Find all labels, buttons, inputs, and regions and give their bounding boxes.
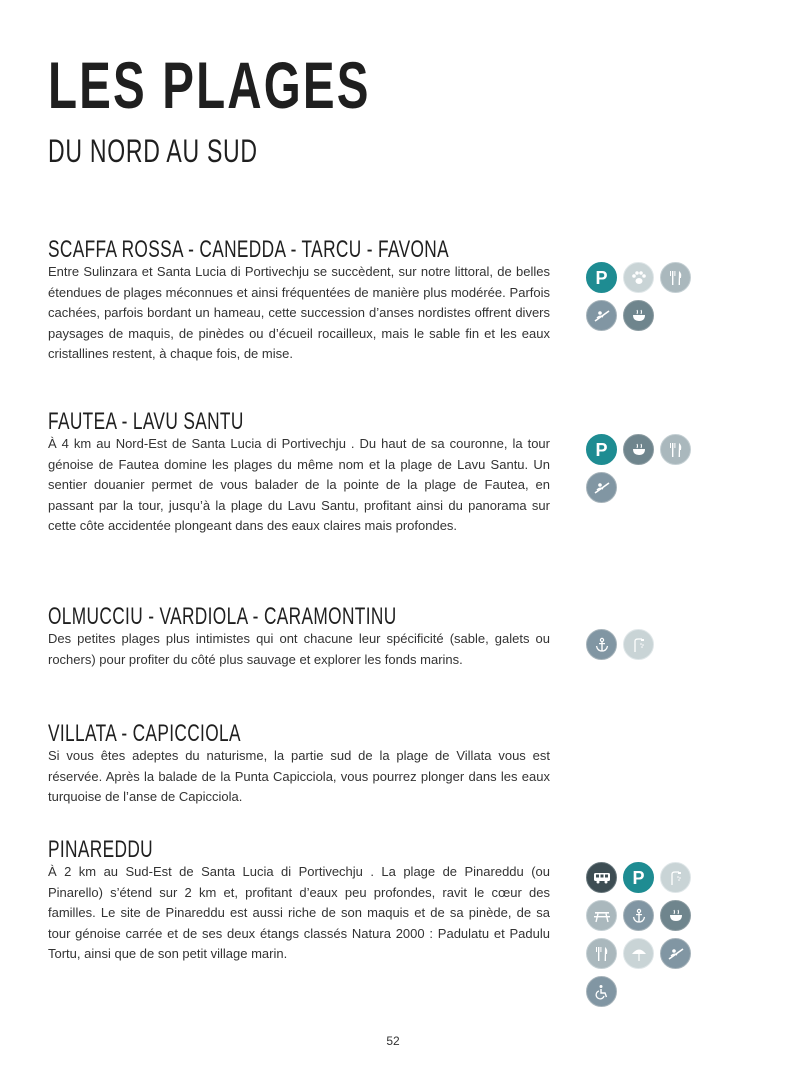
section-heading: VILLATA - CAPICCIOLA bbox=[48, 720, 241, 747]
food-bowl-icon bbox=[623, 434, 654, 465]
food-bowl-icon bbox=[660, 900, 691, 931]
beach-section-olmucciu bbox=[48, 605, 748, 670]
section-text: Si vous êtes adeptes du naturisme, la partie sud de la plage de Villata vous est réservée. Après la balade de la Punta Capicciola, vous pourrez plonger dans les eaux turquoise de l’anse de Capicciola. bbox=[48, 748, 550, 805]
amenity-icons bbox=[586, 629, 706, 660]
beach-shower-icon bbox=[623, 629, 654, 660]
section-heading: PINAREDDU bbox=[48, 836, 154, 863]
section-text: Entre Sulinzara et Santa Lucia di Portivechju se succèdent, sur notre littoral, de belles étendues de plages méconnues et ainsi fréquentées de manière plus modérée. Parfois cachées, parfois bordant un hameau, cette succession d’anses nordistes offrent divers paysages de maquis, de pinèdes ou d’écueil rocailleux, mais le sable fin et les eaux cristallines restent, à chaque fois, de mise. bbox=[48, 264, 550, 362]
snorkel-icon bbox=[586, 472, 617, 503]
section-heading: FAUTEA - LAVU SANTU bbox=[48, 408, 244, 435]
amenity-icons bbox=[586, 862, 706, 1007]
page-title: LES PLAGES bbox=[48, 48, 371, 122]
dog-paw-icon bbox=[623, 262, 654, 293]
parking-icon: P bbox=[586, 434, 617, 465]
bus-icon bbox=[586, 862, 617, 893]
umbrella-icon bbox=[623, 938, 654, 969]
beach-section-scaffa-rossa bbox=[48, 238, 748, 365]
cutlery-icon bbox=[660, 262, 691, 293]
parking-icon: P bbox=[586, 262, 617, 293]
section-text: À 2 km au Sud-Est de Santa Lucia di Portivechju . La plage de Pinareddu (ou Pinarello) s’étend sur 2 km et, profitant d’eaux peu profondes, ravit le cœur des familles. Le site de Pinareddu est aussi riche de son maquis et de sa pinède, de sa tour génoise carrée et de ses deux étangs classés Natura 2000 : Padulatu et Padulu Tortu, ainsi que de son petit village marin. bbox=[48, 864, 550, 962]
cutlery-icon bbox=[586, 938, 617, 969]
beach-section-fautea bbox=[48, 410, 748, 537]
picnic-table-icon bbox=[586, 900, 617, 931]
page-subtitle: DU NORD AU SUD bbox=[48, 133, 258, 169]
parking-icon: P bbox=[623, 862, 654, 893]
beach-shower-icon bbox=[660, 862, 691, 893]
section-text: À 4 km au Nord-Est de Santa Lucia di Portivechju . Du haut de sa couronne, la tour génoise de Fautea domine les plages du même nom et la plage de Lavu Santu. Un sentier douanier permet de vous balader de la pointe de la plage de Fautea, en passant par la tour, jusqu’à la plage du Lavu Santu, profitant ainsi du panorama sur cette côte accidentée plongeant dans des eaux claires mais profondes. bbox=[48, 436, 550, 534]
snorkel-icon bbox=[586, 300, 617, 331]
snorkel-icon bbox=[660, 938, 691, 969]
beach-section-villata bbox=[48, 722, 748, 808]
page-number: 52 bbox=[386, 1034, 400, 1048]
section-text: Des petites plages plus intimistes qui ont chacune leur spécificité (sable, galets ou rochers) pour profiter du côté plus sauvage et explorer les fonds marins. bbox=[48, 631, 550, 667]
section-heading: SCAFFA ROSSA - CANEDDA - TARCU - FAVONA bbox=[48, 236, 449, 263]
beach-section-pinareddu bbox=[48, 838, 748, 965]
wheelchair-icon bbox=[586, 976, 617, 1007]
food-bowl-icon bbox=[623, 300, 654, 331]
anchor-icon bbox=[586, 629, 617, 660]
section-heading: OLMUCCIU - VARDIOLA - CARAMONTINU bbox=[48, 603, 397, 630]
anchor-icon bbox=[623, 900, 654, 931]
amenity-icons bbox=[586, 434, 706, 503]
amenity-icons bbox=[586, 262, 706, 331]
cutlery-icon bbox=[660, 434, 691, 465]
